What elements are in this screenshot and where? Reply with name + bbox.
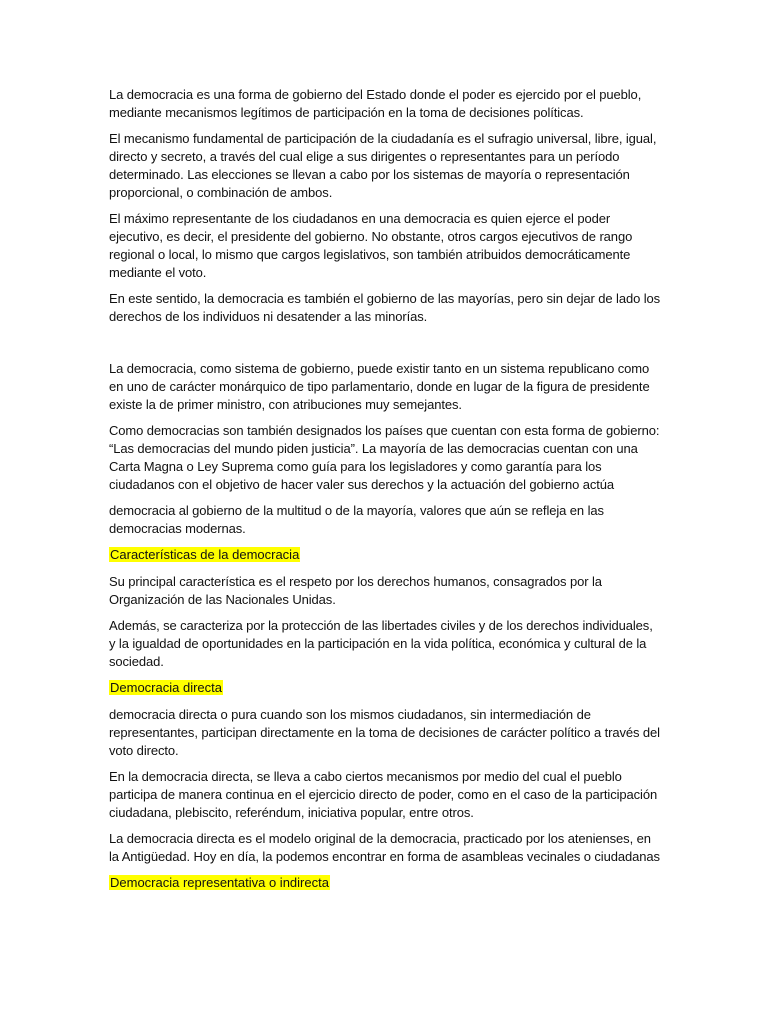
paragraph-multitude: democracia al gobierno de la multitud o de la mayoría, valores que aún se refleja en las democracias modernas. — [109, 503, 604, 536]
paragraph-suffrage: El mecanismo fundamental de participación de la ciudadanía es el sufragio universal, libre, igual, directo y secreto, a través del cual elige a sus dirigentes o representantes para un período determinado. Las elecciones se llevan a cabo por los sistemas de mayoría o representación proporcional, o combinación de ambos. — [109, 131, 657, 200]
heading-representative-democracy-text: Democracia representativa o indirecta — [110, 875, 329, 890]
paragraph-executive: El máximo representante de los ciudadanos en una democracia es quien ejerce el poder ejecutivo, es decir, el presidente del gobierno. No obstante, otros cargos ejecutivos de rango regional o local, lo mismo que cargos legislativos, son también atribuidos democráticamente mediante el voto. — [109, 211, 633, 280]
document-page — [109, 86, 661, 901]
heading-direct-democracy-text: Democracia directa — [110, 680, 222, 695]
paragraph-system: La democracia, como sistema de gobierno, puede existir tanto en un sistema republicano como en uno de carácter monárquico de tipo parlamentario, donde en lugar de la figura de presidente existe la de primer ministro, con atribuciones muy semejantes. — [109, 361, 650, 412]
paragraph-definition: La democracia es una forma de gobierno del Estado donde el poder es ejercido por el pueblo, mediante mecanismos legítimos de participación en la toma de decisiones políticas. — [109, 87, 642, 120]
paragraph-majorities: En este sentido, la democracia es también el gobierno de las mayorías, pero sin dejar de lado los derechos de los individuos ni desatender a las minorías. — [109, 291, 661, 324]
blank-line — [109, 334, 661, 360]
heading-direct-democracy — [109, 679, 661, 697]
paragraph-direct-mechanisms: En la democracia directa, se lleva a cabo ciertos mecanismos por medio del cual el pueblo participa de manera continua en el ejercicio directo de poder, como en el caso de la participación ciudadana, plebiscito, referéndum, iniciativa popular, entre otros. — [109, 769, 658, 820]
heading-characteristics — [109, 546, 661, 564]
paragraph-human-rights: Su principal característica es el respeto por los derechos humanos, consagrados por la Organización de las Nacionales Unidas. — [109, 574, 602, 607]
heading-representative-democracy — [109, 874, 661, 892]
heading-characteristics-text: Características de la democracia — [110, 547, 300, 562]
paragraph-direct-definition: democracia directa o pura cuando son los mismos ciudadanos, sin intermediación de representantes, participan directamente en la toma de decisiones de carácter político a través del voto directo. — [109, 707, 660, 758]
paragraph-countries: Como democracias son también designados los países que cuentan con esta forma de gobierno: “Las democracias del mundo piden justicia”. La mayoría de las democracias cuentan con una Carta Magna o Ley Suprema como guía para los legisladores y como garantía para los ciudadanos con el objetivo de hacer valer sus derechos y la actuación del gobierno actúa — [109, 423, 660, 492]
paragraph-liberties: Además, se caracteriza por la protección de las libertades civiles y de los derechos individuales, y la igualdad de oportunidades en la participación en la vida política, económica y cultural de la sociedad. — [109, 618, 653, 669]
paragraph-direct-origin: La democracia directa es el modelo original de la democracia, practicado por los atenienses, en la Antigüedad. Hoy en día, la podemos encontrar en forma de asambleas vecinales o ciudadanas — [109, 831, 660, 864]
